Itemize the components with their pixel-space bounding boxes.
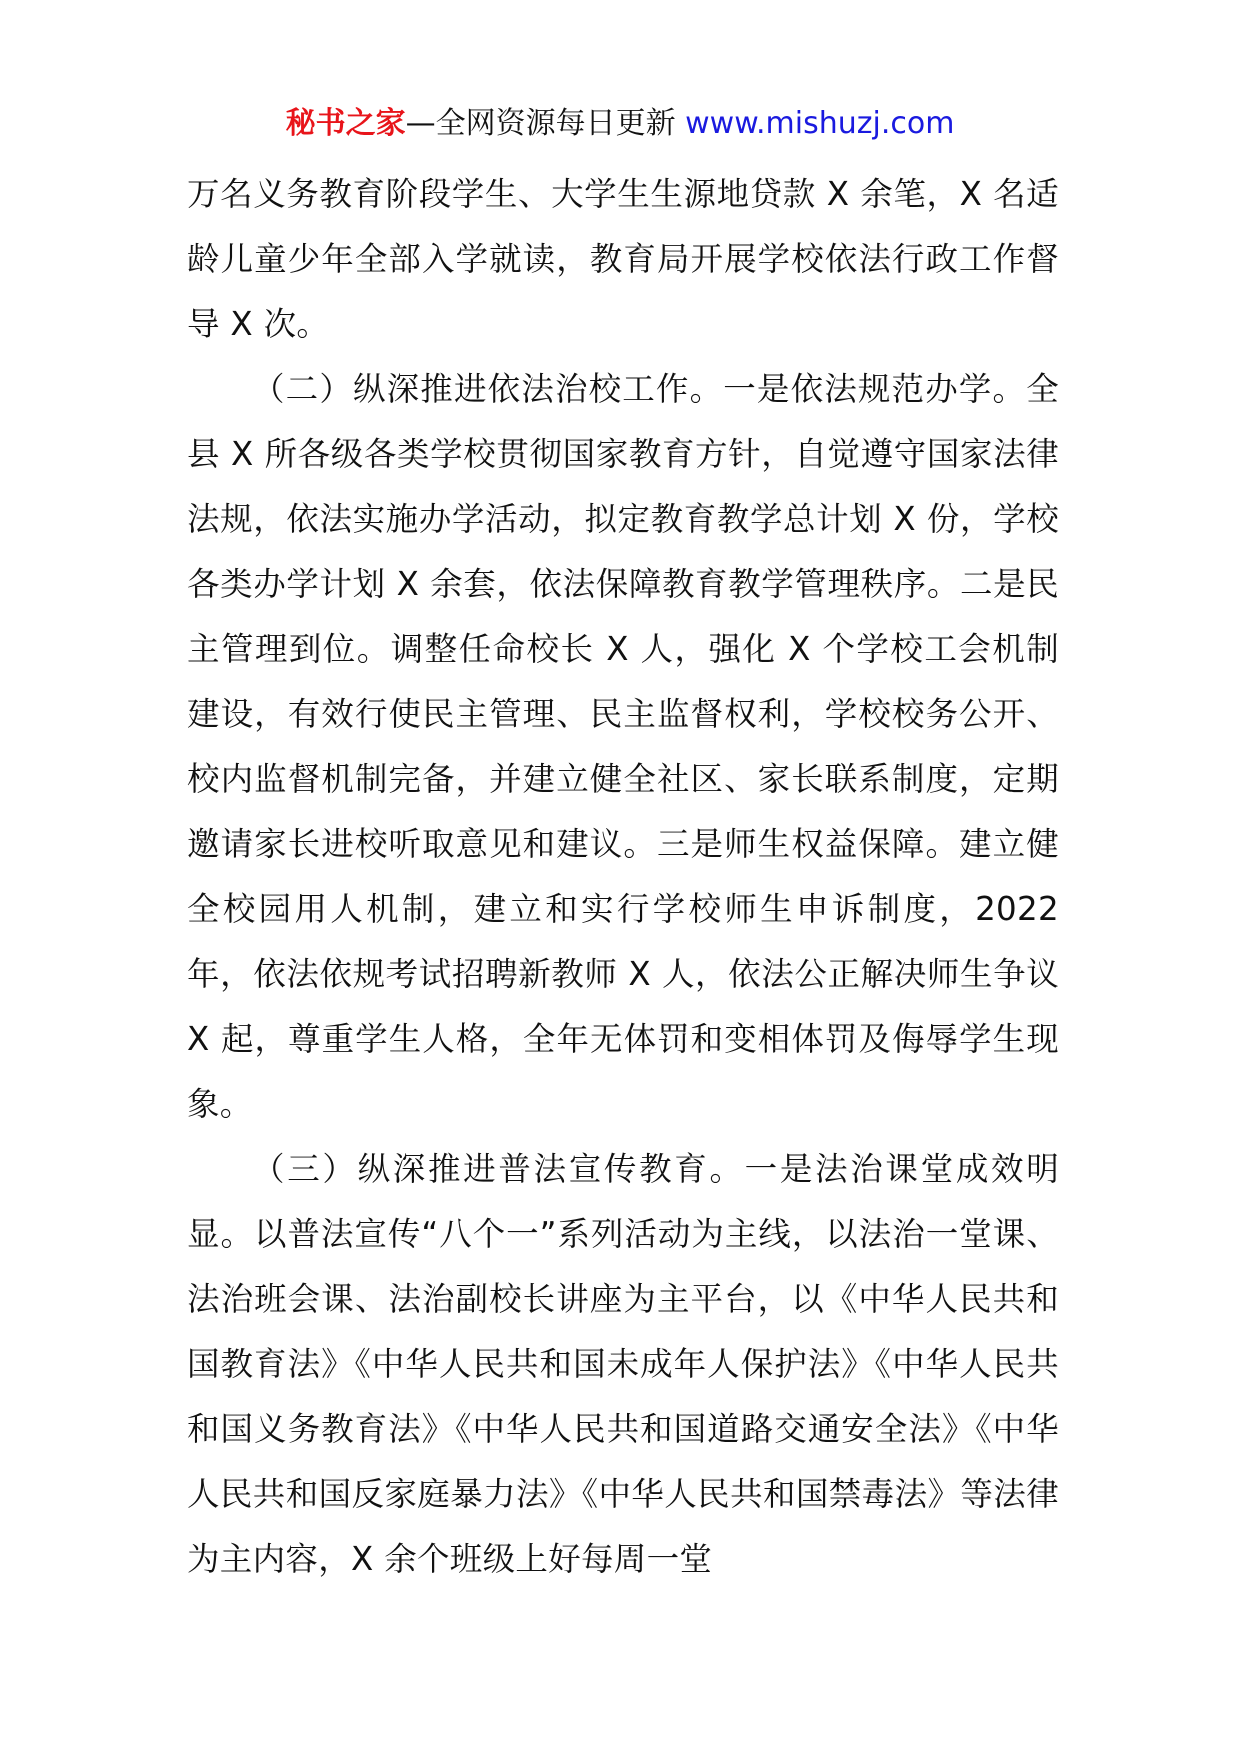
document-body [187,162,1059,1592]
site-tagline: —全网资源每日更新 [405,106,676,141]
site-header [0,104,1240,144]
paragraph-continuation: 万名义务教育阶段学生、大学生生源地贷款 X 余笔，X 名适龄儿童少年全部入学就读，教育局开展学校依法行政工作督导 X 次。 [187,175,1059,343]
paragraph-rule-of-law-schools: （二）纵深推进依法治校工作。一是依法规范办学。全县 X 所各级各类学校贯彻国家教育方针，自觉遵守国家法律法规，依法实施办学活动，拟定教育教学总计划 X 份，学校各类办学计划 X 余套，依法保障教育教学管理秩序。二是民主管理到位。调整任命校长 X 人，强化 X 个学校工会机制建设，有效行使民主管理、民主监督权利，学校校务公开、校内监督机制完备，并建立健全社区、家长联系制度，定期邀请家长进校听取意见和建议。三是师生权益保障。建立健全校园用人机制，建立和实行学校师生申诉制度，2022 年，依法依规考试招聘新教师 X 人，依法公正解决师生争议 X 起，尊重学生人格，全年无体罚和变相体罚及侮辱学生现象。 [187,370,1059,1123]
site-url-link[interactable]: www.mishuzj.com [685,106,955,141]
paragraph-legal-education: （三）纵深推进普法宣传教育。一是法治课堂成效明显。以普法宣传“八个一”系列活动为主线，以法治一堂课、法治班会课、法治副校长讲座为主平台，以《中华人民共和国教育法》《中华人民共和国未成年人保护法》《中华人民共和国义务教育法》《中华人民共和国道路交通安全法》《中华人民共和国反家庭暴力法》《中华人民共和国禁毒法》等法律为主内容，X 余个班级上好每周一堂 [187,1150,1059,1578]
site-brand: 秘书之家 [285,106,406,141]
